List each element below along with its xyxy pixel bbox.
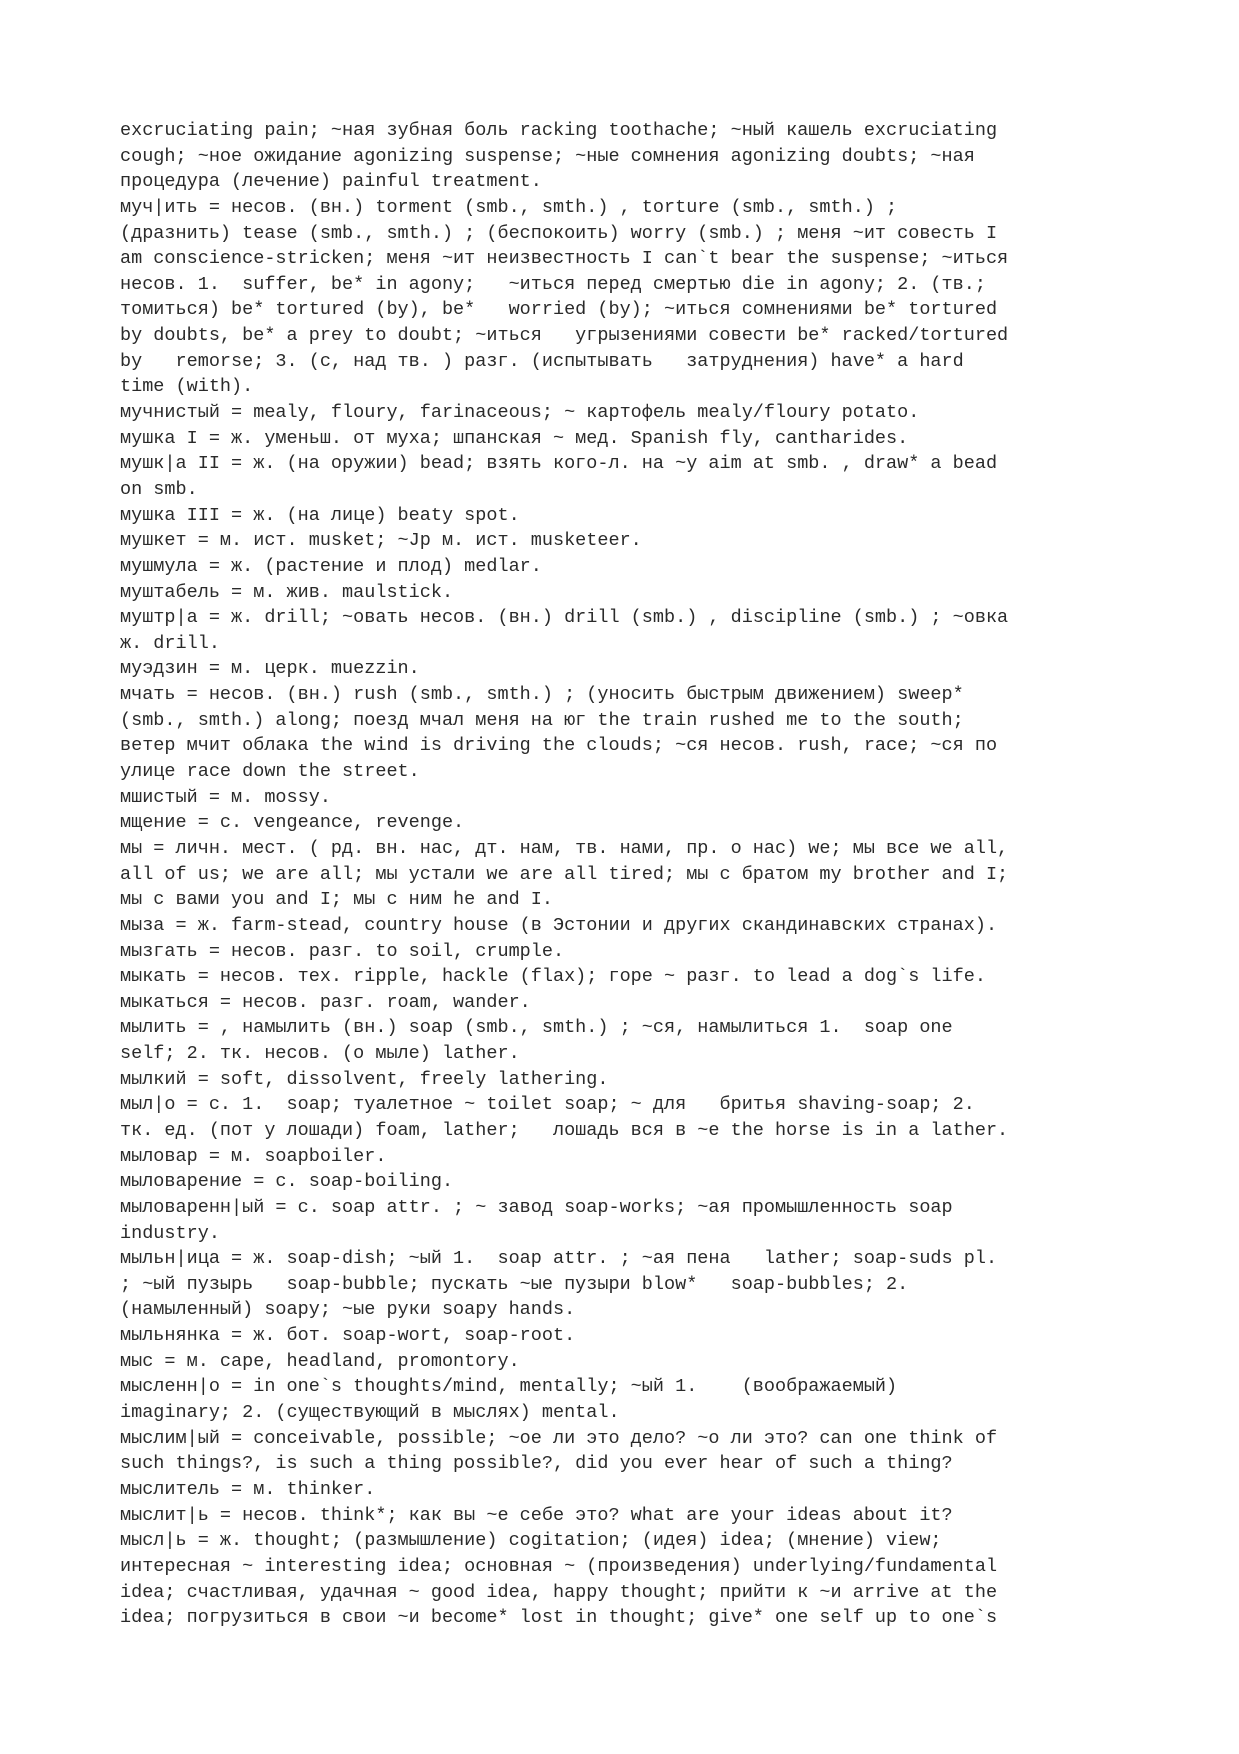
text-line: мылкий = soft, dissolvent, freely lathering. xyxy=(120,1068,609,1090)
text-line: муэдзин = м. церк. muezzin. xyxy=(120,658,420,680)
text-line: мшистый = м. mossy. xyxy=(120,786,331,808)
dictionary-page xyxy=(120,118,1130,1631)
text-line: cough; ~ное ожидание agonizing suspense; ~ные сомнения agonizing doubts; ~ная xyxy=(120,145,975,167)
text-line: (smb., smth.) along; поезд мчал меня на юг the train rushed me to the south; xyxy=(120,709,964,731)
text-line: excruciating pain; ~ная зубная боль racking toothache; ~ный кашель excruciating xyxy=(120,120,998,141)
text-line: мыльн|ица = ж. soap-dish; ~ый 1. soap attr. ; ~ая пена lather; soap-suds pl. xyxy=(120,1248,998,1270)
text-line: мушка III = ж. (на лице) beaty spot. xyxy=(120,504,520,526)
text-line: all of us; we are all; мы устали we are all tired; мы с братом my brother and I; xyxy=(120,863,1009,885)
text-line: (намыленный) soapy; ~ые руки soapy hands. xyxy=(120,1299,576,1321)
text-line: мыслитель = м. thinker. xyxy=(120,1478,376,1500)
text-line: несов. 1. suffer, be* in agony; ~иться перед смертью die in agony; 2. (тв.; xyxy=(120,273,986,295)
text-line: мылить = , намылить (вн.) soap (smb., smth.) ; ~ся, намылиться 1. soap one xyxy=(120,1017,953,1039)
text-line: such things?, is such a thing possible?, did you ever hear of such a thing? xyxy=(120,1453,953,1475)
text-line: мушкет = м. ист. musket; ~Jр м. ист. musketeer. xyxy=(120,530,642,552)
text-line: мыловар = м. soapboiler. xyxy=(120,1145,387,1167)
text-line: by doubts, be* a prey to doubt; ~иться угрызениями совести be* racked/tortured xyxy=(120,325,1009,347)
text-line: мыслим|ый = conceivable, possible; ~ое ли это дело? ~о ли это? can one think of xyxy=(120,1427,998,1449)
text-line: муштр|а = ж. drill; ~овать несов. (вн.) drill (smb.) , discipline (smb.) ; ~овка xyxy=(120,607,1009,629)
text-line: улице race down the street. xyxy=(120,761,420,783)
text-line: imaginary; 2. (существующий в мыслях) mental. xyxy=(120,1402,620,1424)
text-line: time (with). xyxy=(120,376,254,398)
text-line: мыс = м. cape, headland, promontory. xyxy=(120,1350,520,1372)
text-line: процедура (лечение) painful treatment. xyxy=(120,171,542,193)
text-line: мыкаться = несов. разг. roam, wander. xyxy=(120,991,531,1013)
text-line: мы с вами you and I; мы с ним he and I. xyxy=(120,889,553,911)
text-line: мыслит|ь = несов. think*; как вы ~е себе это? what are your ideas about it? xyxy=(120,1504,953,1526)
text-line: мушка I = ж. уменьш. от муха; шпанская ~ мед. Spanish fly, cantharides. xyxy=(120,427,909,449)
text-line: мыловарение = с. soap-boiling. xyxy=(120,1171,454,1193)
text-line: мысл|ь = ж. thought; (размышление) cogitation; (идея) idea; (мнение) view; xyxy=(120,1530,942,1552)
text-line: мысленн|о = in one`s thoughts/mind, mentally; ~ый 1. (воображаемый) xyxy=(120,1376,898,1398)
text-line: ; ~ый пузырь soap-bubble; пускать ~ые пузыри blow* soap-bubbles; 2. xyxy=(120,1273,909,1295)
text-line: idea; счастливая, удачная ~ good idea, happy thought; прийти к ~и arrive at the xyxy=(120,1581,998,1603)
text-line: self; 2. тк. несов. (о мыле) lather. xyxy=(120,1043,520,1065)
text-line: ж. drill. xyxy=(120,632,220,654)
text-line: мызгать = несов. разг. to soil, crumple. xyxy=(120,940,565,962)
text-line: тк. ед. (пот у лошади) foam, lather; лошадь вся в ~е the horse is in a lather. xyxy=(120,1119,1009,1141)
text-line: мыкать = несов. тех. ripple, hackle (flax); горе ~ разг. to lead a dog`s life. xyxy=(120,966,986,988)
text-line: on smb. xyxy=(120,478,198,500)
text-line: am conscience-stricken; меня ~ит неизвестность I can`t bear the suspense; ~иться xyxy=(120,248,1009,270)
text-line: (дразнить) tease (smb., smth.) ; (беспокоить) worry (smb.) ; меня ~ит совесть I xyxy=(120,222,998,244)
text-line: мучнистый = mealy, floury, farinaceous; ~ картофель mealy/floury potato. xyxy=(120,402,920,424)
text-line: мушмула = ж. (растение и плод) medlar. xyxy=(120,555,542,577)
text-line: томиться) be* tortured (by), be* worried (by); ~иться сомнениями be* tortured xyxy=(120,299,998,321)
text-line: мы = личн. мест. ( рд. вн. нас, дт. нам, тв. нами, пр. о нас) we; мы все we all, xyxy=(120,837,1009,859)
text-line: idea; погрузиться в свои ~и become* lost in thought; give* one self up to one`s xyxy=(120,1607,998,1629)
text-line: мчать = несов. (вн.) rush (smb., smth.) ; (уносить быстрым движением) sweep* xyxy=(120,684,964,706)
text-line: мщение = с. vengeance, revenge. xyxy=(120,812,465,834)
text-line: мыза = ж. farm-stead, country house (в Эстонии и других скандинавских странах). xyxy=(120,914,998,936)
text-line: интересная ~ interesting idea; основная ~ (произведения) underlying/fundamental xyxy=(120,1555,998,1577)
text-line: industry. xyxy=(120,1222,220,1244)
text-line: мыльнянка = ж. бот. soap-wort, soap-root. xyxy=(120,1325,576,1347)
text-line: муч|ить = несов. (вн.) torment (smb., smth.) , torture (smb., smth.) ; xyxy=(120,196,898,218)
text-line: мушк|а II = ж. (на оружии) bead; взять кого-л. на ~у aim at smb. , draw* a bead xyxy=(120,453,998,475)
text-line: by remorse; 3. (с, над тв. ) разг. (испытывать затруднения) have* a hard xyxy=(120,350,964,372)
text-line: мыловаренн|ый = с. soap attr. ; ~ завод soap-works; ~ая промышленность soap xyxy=(120,1196,953,1218)
text-line: муштабель = м. жив. maulstick. xyxy=(120,581,454,603)
text-line: мыл|о = с. 1. soap; туалетное ~ toilet soap; ~ для бритья shaving-soap; 2. xyxy=(120,1094,975,1116)
text-line: ветер мчит облака the wind is driving the clouds; ~ся несов. rush, race; ~ся по xyxy=(120,735,998,757)
